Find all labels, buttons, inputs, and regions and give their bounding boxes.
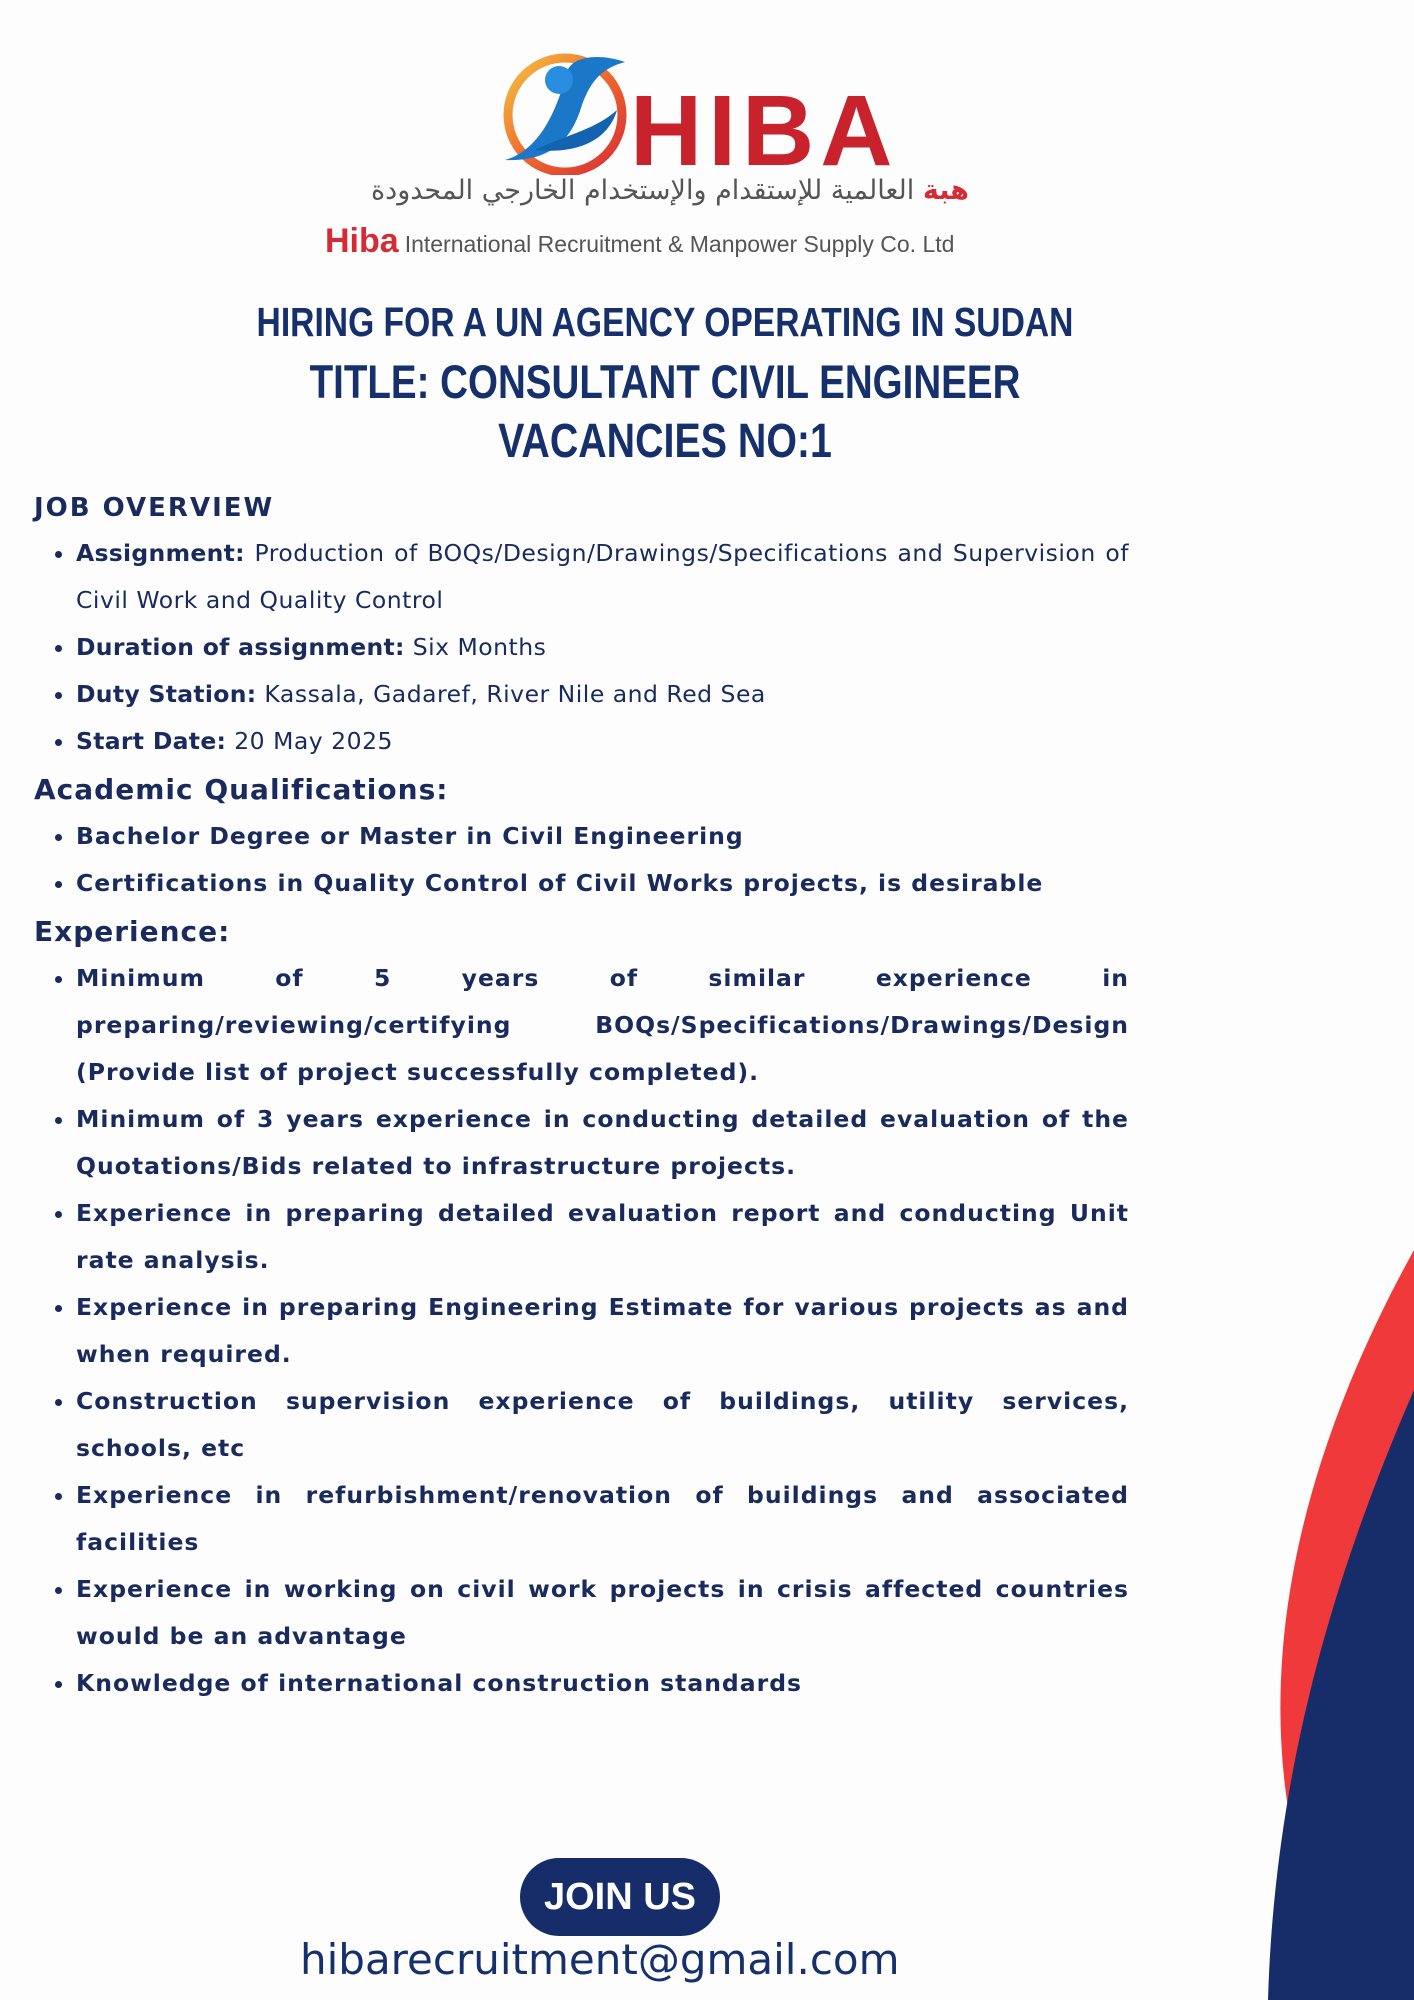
list-item: • Knowledge of international construction standards	[76, 1660, 1129, 1707]
hiba-emblem-and-wordmark	[305, 40, 1025, 175]
academic-qualifications-title: Academic Qualifications:	[34, 773, 449, 806]
overview-label: Duty Station:	[76, 680, 257, 708]
headline-block	[0, 292, 1330, 472]
list-item: • Minimum of 3 years experience in conducting detailed evaluation of the Quotations/Bids related to infrastructure projects.	[76, 1096, 1129, 1190]
experience-list	[34, 955, 1129, 1707]
overview-value: 20 May 2025	[226, 727, 393, 755]
job-description	[34, 490, 1129, 1713]
hiba-logo	[305, 40, 1025, 270]
overview-item-duty-station	[76, 671, 1129, 718]
list-item: • Experience in working on civil work projects in crisis affected countries would be an advantage	[76, 1566, 1129, 1660]
emblem-head-icon	[545, 66, 573, 94]
list-item: • Bachelor Degree or Master in Civil Engineering	[76, 813, 1129, 860]
experience-title: Experience:	[34, 915, 231, 948]
hiring-heading: HIRING FOR A UN AGENCY OPERATING IN SUDAN	[256, 299, 1074, 345]
vacancies-heading: VACANCIES NO:1	[498, 415, 832, 468]
logo-arabic-tagline	[325, 175, 1015, 206]
list-item: • Experience in preparing detailed evaluation report and conducting Unit rate analysis.	[76, 1190, 1129, 1284]
overview-item-start-date	[76, 718, 1129, 765]
overview-label: Duration of assignment:	[76, 633, 405, 661]
logo-arabic-brand: هبة	[922, 175, 969, 206]
job-overview-title: JOB OVERVIEW	[34, 493, 275, 523]
contact-email[interactable]: hibarecruitment@gmail.com	[300, 1935, 900, 1984]
overview-item-duration	[76, 624, 1129, 671]
join-us-button[interactable]: JOIN US	[520, 1858, 720, 1936]
academic-list	[34, 813, 1129, 907]
list-item: • Minimum of 5 years of similar experience in preparing/reviewing/certifying BOQs/Specifications/Drawings/Design (Provide list of project successfully completed).	[76, 955, 1129, 1096]
list-item: • Certifications in Quality Control of Civil Works projects, is desirable	[76, 860, 1129, 907]
overview-item-assignment	[76, 530, 1129, 624]
overview-value: Production of BOQs/Design/Drawings/Specifications and Supervision of Civil Work and Quality Control	[76, 539, 1129, 614]
list-item: • Experience in preparing Engineering Estimate for various projects as and when required.	[76, 1284, 1129, 1378]
logo-arabic-text: العالمية للإستقدام والإستخدام الخارجي المحدودة	[371, 175, 915, 206]
overview-label: Start Date:	[76, 727, 227, 755]
red-swoosh	[1280, 1250, 1414, 2000]
overview-value: Kassala, Gadaref, River Nile and Red Sea	[256, 680, 766, 708]
logo-english-text: International Recruitment & Manpower Supply Co. Ltd	[404, 231, 955, 257]
list-item: • Experience in refurbishment/renovation of buildings and associated facilities	[76, 1472, 1129, 1566]
list-item: • Construction supervision experience of buildings, utility services, schools, etc	[76, 1378, 1129, 1472]
overview-label: Assignment:	[76, 539, 245, 567]
job-overview-list	[34, 530, 1129, 765]
navy-swoosh	[1268, 1390, 1414, 2000]
hiba-wordmark: HIBA	[630, 75, 899, 175]
overview-value: Six Months	[404, 633, 547, 661]
job-title-heading: TITLE: CONSULTANT CIVIL ENGINEER	[309, 355, 1021, 408]
logo-english-brand: Hiba	[325, 222, 399, 260]
logo-english-tagline	[325, 222, 954, 261]
